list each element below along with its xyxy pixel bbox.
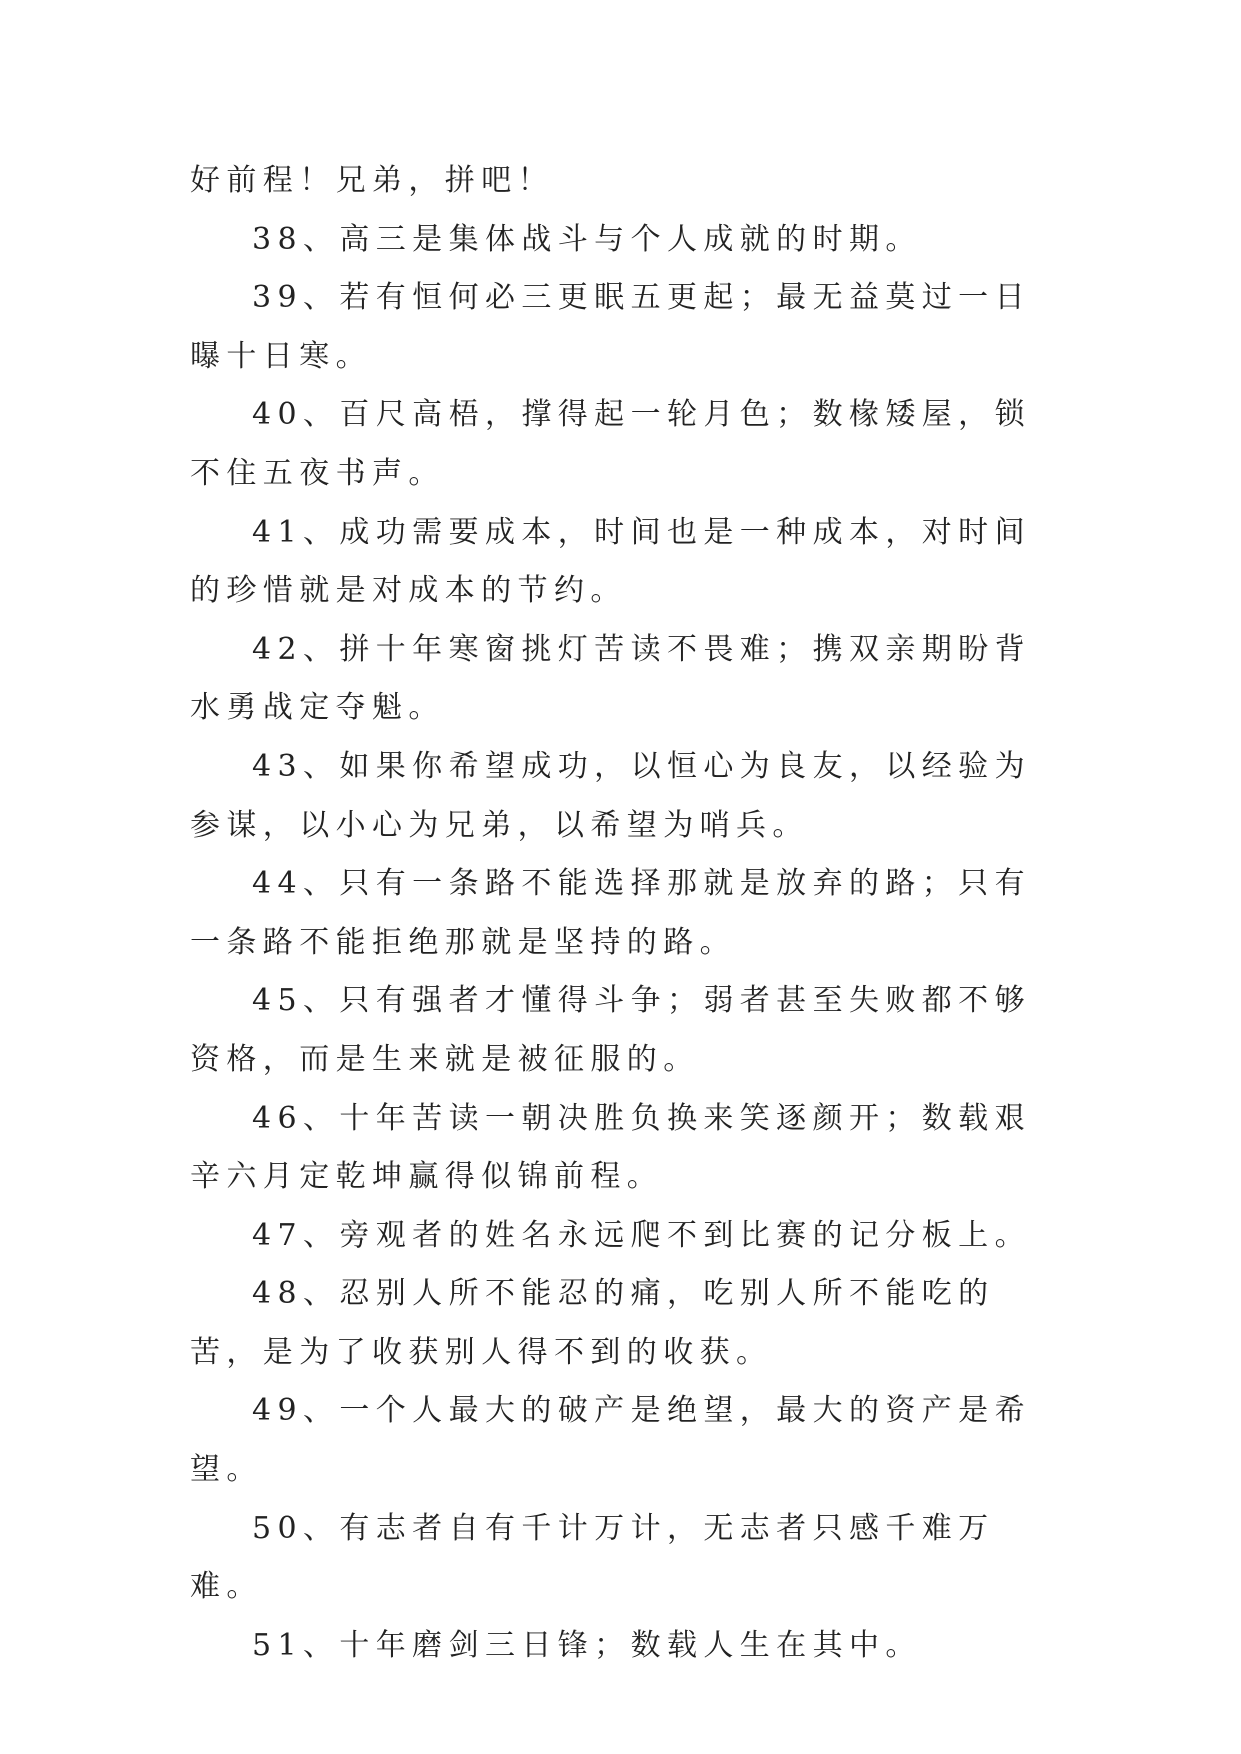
quote-50: 50、有志者自有千计万计，无志者只感千难万难。 <box>190 1510 995 1605</box>
quote-43: 43、如果你希望成功，以恒心为良友，以经验为参谋，以小心为兄弟，以希望为哨兵。 <box>190 748 1031 843</box>
quote-40: 40、百尺高梧，撑得起一轮月色；数椽矮屋，锁不住五夜书声。 <box>190 397 1031 491</box>
quote-48: 48、忍别人所不能忍的痛，吃别人所不能吃的苦，是为了收获别人得不到的收获。 <box>190 1276 995 1370</box>
quote-42: 42、拼十年寒窗挑灯苦读不畏难；携双亲期盼背水勇战定夺魁。 <box>190 631 1031 726</box>
quote-38: 38、高三是集体战斗与个人成就的时期。 <box>252 221 922 257</box>
quote-39: 39、若有恒何必三更眠五更起；最无益莫过一日曝十日寒。 <box>190 280 1031 374</box>
quote-45: 45、只有强者才懂得斗争；弱者甚至失败都不够资格，而是生来就是被征服的。 <box>190 983 1031 1077</box>
quote-44: 44、只有一条路不能选择那就是放弃的路；只有一条路不能拒绝那就是坚持的路。 <box>190 866 1031 960</box>
quote-49: 49、一个人最大的破产是绝望，最大的资产是希望。 <box>190 1393 1031 1488</box>
document-body <box>190 152 1052 1675</box>
quote-46: 46、十年苦读一朝决胜负换来笑逐颜开；数载艰辛六月定乾坤赢得似锦前程。 <box>190 1100 1031 1195</box>
paragraph-continuation: 好前程！兄弟，拼吧！ <box>190 163 554 198</box>
quote-41: 41、成功需要成本，时间也是一种成本，对时间的珍惜就是对成本的节约。 <box>190 514 1031 609</box>
quote-51: 51、十年磨剑三日锋；数载人生在其中。 <box>252 1627 922 1663</box>
quote-47: 47、旁观者的姓名永远爬不到比赛的记分板上。 <box>252 1217 1031 1253</box>
